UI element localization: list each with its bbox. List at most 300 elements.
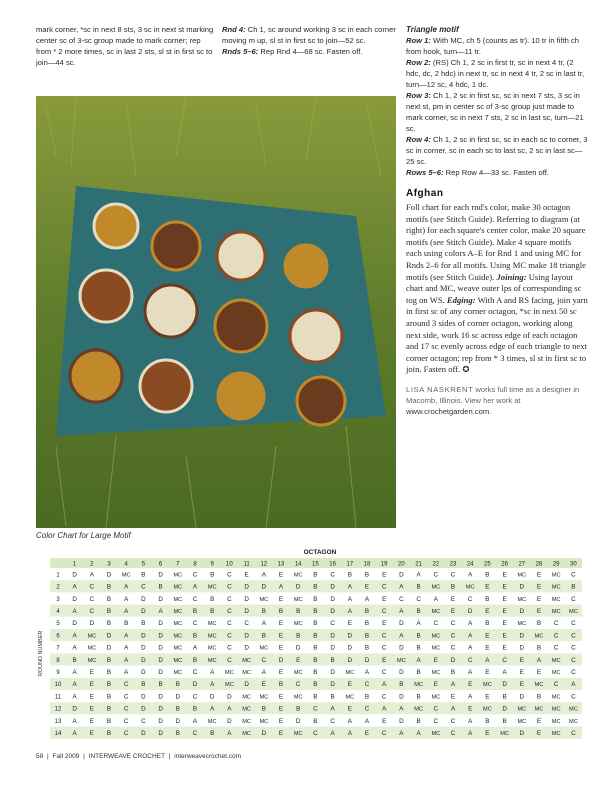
table-cell: D (330, 583, 335, 591)
table-cell: D (330, 644, 335, 652)
table-cell: D (192, 681, 198, 689)
table-cell: E (382, 571, 387, 579)
table-cell: MC (173, 657, 183, 664)
table-cell: B (416, 583, 421, 591)
table-cell: B (571, 583, 576, 591)
table-cell: D (399, 644, 404, 652)
table-cell: D (141, 730, 146, 737)
octagon-motif (152, 222, 200, 270)
table-cell: C (571, 644, 576, 652)
table-cell: D (141, 669, 146, 676)
table-cell: B (192, 632, 198, 640)
table-cell: E (536, 717, 542, 725)
table-cell: D (106, 571, 112, 579)
table-cell: A (192, 717, 198, 725)
table-cell: D (330, 608, 335, 615)
table-cell: MC (569, 706, 578, 713)
row-label: Row 2: (406, 58, 431, 67)
rnds56-label: Rnds 5–6: (222, 47, 259, 56)
table-cell: B (72, 656, 77, 664)
table-cell: C (381, 644, 387, 652)
column-header: 9 (210, 561, 214, 568)
author-website-link[interactable]: www.crochetgarden.com (406, 406, 490, 416)
table-cell: MC (293, 621, 303, 628)
table-cell: B (536, 693, 542, 701)
table-cell: MC (551, 572, 561, 579)
table-cell: A (347, 608, 352, 615)
column-header: 28 (535, 561, 543, 568)
table-cell: B (313, 669, 318, 676)
table-cell: C (192, 571, 198, 579)
table-cell: C (571, 656, 576, 664)
round-number: 8 (56, 657, 60, 664)
afghan-instructions (406, 202, 588, 376)
table-cell: E (485, 693, 490, 701)
table-cell: E (502, 571, 507, 579)
table-cell: C (141, 717, 146, 725)
table-cell: C (364, 705, 370, 713)
table-cell: MC (173, 584, 183, 591)
table-cell: MC (207, 657, 217, 664)
octagon-motif (215, 370, 267, 422)
column-header: 26 (501, 561, 508, 568)
table-cell: A (261, 620, 266, 628)
table-cell: MC (173, 633, 183, 640)
table-cell: D (209, 693, 215, 701)
table-cell: E (502, 583, 507, 591)
table-cell: B (313, 644, 318, 652)
table-cell: MC (259, 645, 269, 652)
table-cell: E (364, 583, 370, 591)
row-text: With MC, ch 5 (counts as tr). 10 tr in fifth ch from hook, turn—11 tr. (406, 36, 580, 56)
table-cell: A (158, 608, 163, 615)
table-cell: MC (551, 609, 561, 615)
table-cell: A (124, 608, 129, 615)
table-cell: D (399, 620, 404, 628)
footer-separator: | (83, 753, 85, 760)
table-cell: B (192, 656, 198, 664)
column-header: 20 (398, 561, 405, 568)
table-cell: D (519, 583, 525, 591)
table-cell: D (141, 693, 146, 701)
table-cell: MC (431, 670, 441, 676)
table-cell: A (192, 644, 198, 652)
triangle-row-2 (406, 57, 588, 90)
table-cell: A (450, 681, 456, 689)
table-cell: C (381, 583, 387, 591)
table-cell: A (433, 595, 438, 603)
table-cell: A (468, 571, 473, 579)
table-cell: C (450, 730, 456, 737)
magazine-url[interactable]: interweavecrochet.com (174, 753, 242, 760)
row-text: Rep Row 4—33 sc. Fasten off. (443, 168, 549, 177)
table-cell: D (519, 730, 525, 737)
column-3 (406, 24, 588, 417)
rnd4-label: Rnd 4: (222, 25, 246, 34)
row-label: Row 3: (406, 91, 431, 100)
table-cell: E (536, 583, 542, 591)
table-cell: E (450, 595, 456, 603)
afghan-photo (36, 96, 396, 528)
table-cell: D (141, 608, 146, 615)
table-cell: B (313, 620, 318, 628)
afghan-photo-illustration (36, 96, 396, 528)
table-cell: MC (87, 633, 97, 640)
table-cell: E (278, 632, 284, 640)
table-cell: A (416, 620, 421, 628)
row-label: Row 4: (406, 135, 431, 144)
table-cell: C (381, 669, 387, 676)
round-number: 5 (56, 621, 60, 628)
table-cell: C (123, 681, 129, 689)
table-cell: E (519, 681, 524, 689)
table-cell: C (553, 620, 559, 628)
table-cell: B (106, 705, 112, 713)
table-cell: B (106, 681, 112, 689)
table-cell: B (313, 583, 318, 591)
table-cell: B (450, 669, 456, 676)
table-cell: MC (431, 609, 441, 615)
table-cell: D (227, 717, 232, 725)
table-cell: MC (173, 621, 183, 628)
table-cell: B (485, 717, 490, 725)
table-cell: D (261, 583, 267, 591)
table-cell: B (210, 608, 215, 615)
round-number: 13 (54, 718, 62, 725)
table-cell: A (72, 693, 77, 701)
table-cell: E (382, 656, 387, 664)
table-cell: B (106, 730, 112, 737)
table-cell: MC (242, 694, 251, 701)
table-cell: MC (242, 706, 251, 713)
table-cell: C (89, 608, 95, 615)
column-2 (222, 24, 398, 57)
table-cell: A (450, 705, 456, 713)
round-number: 10 (54, 682, 62, 689)
table-cell: D (158, 693, 163, 701)
rnd4-text: Ch 1, sc around working 3 sc in each corner moving m up, sl st in first sc to join—52 sc. (222, 25, 396, 45)
table-cell: E (89, 681, 94, 689)
table-cell: A (382, 705, 387, 713)
column-header: 6 (158, 561, 163, 568)
edging-text: With A and RS facing, join yarn in first sc of any corner octagon, *sc in next 50 sc around 3 sides of corner octagon, working along next side, work 16 sc across edge of each octagon and 17 sc evenly across edge of each triangle to next corner octagon; rep from * 3 times, sl st in first sc to join. Fasten off. ✪ (406, 294, 588, 375)
table-cell: MC (534, 682, 544, 689)
table-cell: D (244, 632, 249, 640)
author-bio (406, 384, 588, 417)
table-cell: D (347, 632, 353, 640)
table-cell: C (433, 620, 439, 628)
table-cell: MC (551, 694, 561, 701)
table-cell: A (72, 583, 77, 591)
table-cell: D (158, 705, 163, 713)
table-cell: A (468, 669, 473, 676)
table-cell: MC (207, 645, 217, 652)
table-cell: C (330, 620, 335, 628)
table-cell: D (399, 571, 404, 579)
table-cell: MC (225, 682, 234, 689)
table-cell: C (123, 730, 129, 737)
table-cell: B (192, 705, 198, 713)
table-cell: MC (242, 718, 251, 725)
table-cell: MC (414, 682, 423, 689)
table-cell: C (192, 595, 198, 603)
table-cell: B (106, 608, 112, 615)
table-cell: MC (431, 633, 441, 640)
table-cell: MC (431, 645, 441, 652)
table-cell: MC (207, 621, 217, 628)
table-cell: B (313, 632, 318, 640)
table-cell: B (364, 644, 370, 652)
table-cell: C (450, 632, 456, 640)
table-cell: D (295, 717, 301, 725)
table-cell: B (347, 571, 352, 579)
table-cell: C (502, 656, 507, 664)
table-cell: E (347, 681, 352, 689)
table-cell: A (536, 656, 542, 664)
table-cell: A (468, 693, 473, 701)
table-cell: A (468, 632, 473, 640)
table-cell: E (536, 595, 542, 603)
row-axis-label: ROUND NUMBER (38, 630, 44, 677)
table-cell: A (399, 608, 404, 615)
table-cell: C (381, 693, 387, 701)
table-cell: B (192, 608, 198, 615)
table-cell: E (89, 717, 94, 725)
round-4-paragraph (222, 24, 398, 46)
table-cell: MC (259, 694, 269, 701)
table-cell: C (416, 595, 421, 603)
column-header: 8 (193, 561, 197, 568)
table-cell: D (330, 595, 335, 603)
octagon-motif (282, 242, 330, 290)
table-cell: MC (551, 657, 561, 664)
table-cell: D (175, 717, 181, 725)
table-cell: E (468, 681, 473, 689)
column-header: 1 (72, 561, 77, 568)
octagon-motif (94, 204, 138, 248)
table-cell: E (485, 669, 490, 676)
table-cell: C (553, 681, 559, 689)
row-label: Rows 5–6: (406, 168, 444, 177)
column-header: 21 (415, 561, 422, 568)
table-cell: B (106, 583, 112, 591)
table-cell: MC (551, 670, 561, 676)
table-cell: A (72, 681, 77, 689)
table-cell: MC (534, 706, 544, 713)
triangle-row-4 (406, 134, 588, 167)
table-cell: E (296, 656, 301, 664)
table-cell: C (295, 681, 301, 689)
table-cell: E (536, 669, 542, 676)
row-text: (RS) Ch 1, 2 sc in first tr, sc in next 4 tr, (2 hdc, dc, 2 hdc) in next tr, sc in next 4 tr, 2 sc in last tr, turn—12 sc, 4 hdc, 1 dc. (406, 58, 585, 89)
table-cell: A (210, 669, 215, 676)
table-cell: C (450, 620, 456, 628)
table-cell: MC (173, 596, 183, 603)
table-cell: D (158, 632, 163, 640)
table-cell: B (485, 571, 490, 579)
table-cell: C (330, 717, 335, 725)
table-cell: E (261, 681, 266, 689)
edging-label: Edging: (446, 294, 476, 305)
afghan-heading: Afghan (406, 188, 444, 199)
table-cell: E (519, 669, 524, 676)
octagon-motif (145, 285, 197, 337)
round-3-continuation: mark corner, *sc in next 8 sts, 3 sc in next st marking center sc of 3-sc group made to mark corner; rep from * 2 more times, sc in last 2 sts, sl st in first sc to join—44 sc. (36, 25, 214, 67)
table-cell: B (330, 656, 335, 664)
table-cell: B (313, 693, 318, 701)
row-label: Row 1: (406, 36, 431, 45)
table-cell: C (123, 717, 129, 725)
table-cell: E (278, 571, 284, 579)
joining-text: Using layout chart and MC, weave outer lps of corresponding sc tog on WS. (406, 271, 582, 305)
table-cell: C (553, 644, 559, 652)
table-cell: C (571, 693, 576, 701)
table-cell: E (278, 705, 284, 713)
color-chart-svg (36, 545, 584, 739)
table-cell: MC (551, 584, 561, 591)
table-cell: E (89, 730, 94, 737)
table-cell: C (381, 730, 387, 737)
table-cell: E (382, 620, 387, 628)
table-cell: D (158, 571, 163, 579)
table-cell: E (278, 620, 284, 628)
table-cell: A (364, 717, 370, 725)
round-number: 6 (56, 633, 60, 640)
table-cell: A (347, 595, 352, 603)
table-cell: E (536, 608, 542, 615)
table-cell: C (227, 644, 232, 652)
octagon-motif (290, 310, 342, 362)
table-cell: MC (483, 682, 492, 689)
table-cell: A (227, 705, 232, 713)
table-cell: A (124, 632, 129, 640)
column-header: 22 (432, 561, 440, 568)
table-cell: D (158, 620, 163, 628)
table-cell: MC (414, 706, 423, 713)
round-number: 9 (56, 670, 60, 676)
column-header: 11 (243, 561, 250, 568)
round-number: 4 (56, 609, 60, 615)
table-cell: C (330, 571, 335, 579)
author-end: . (489, 406, 492, 416)
table-cell: B (261, 705, 266, 713)
table-cell: C (571, 595, 576, 603)
table-cell: MC (551, 718, 561, 725)
table-cell: D (141, 644, 146, 652)
table-cell: A (261, 571, 266, 579)
table-cell: E (278, 644, 284, 652)
column-header: 13 (277, 561, 285, 568)
table-cell: MC (121, 572, 131, 579)
triangle-motif-title: Triangle motif (406, 25, 459, 34)
table-cell: E (278, 717, 284, 725)
table-cell: C (433, 717, 439, 725)
table-cell: B (175, 681, 180, 689)
table-cell: MC (173, 609, 183, 615)
column-header: 7 (176, 561, 180, 568)
table-cell: A (72, 717, 77, 725)
table-cell: C (192, 620, 198, 628)
table-cell: D (141, 595, 146, 603)
table-cell: MC (517, 718, 527, 725)
table-cell: A (278, 583, 284, 591)
round-number: 12 (54, 706, 62, 713)
table-cell: A (468, 620, 473, 628)
chart-heading: OCTAGON (303, 549, 337, 556)
table-cell: C (244, 620, 249, 628)
table-cell: D (158, 669, 163, 676)
table-cell: A (468, 717, 473, 725)
table-cell: C (450, 644, 456, 652)
table-cell: E (485, 632, 490, 640)
table-cell: C (123, 705, 129, 713)
table-cell: MC (517, 621, 527, 628)
joining-label: Joining: (496, 271, 527, 282)
triangle-row-3 (406, 90, 588, 134)
table-cell: C (192, 730, 198, 737)
table-cell: B (485, 595, 490, 603)
author-name: LISA NASKRENT (406, 384, 474, 394)
table-cell: B (416, 632, 421, 640)
table-cell: C (227, 608, 232, 615)
table-cell: D (244, 595, 249, 603)
table-cell: E (450, 693, 456, 701)
table-cell: C (571, 632, 576, 640)
octagon-motif (140, 360, 192, 412)
table-cell: B (106, 656, 112, 664)
table-cell: E (519, 656, 524, 664)
table-cell: E (450, 608, 456, 615)
column-header: 29 (552, 561, 560, 568)
table-cell: C (89, 595, 95, 603)
table-cell: D (450, 656, 456, 664)
table-cell: D (141, 705, 146, 713)
table-cell: D (295, 644, 301, 652)
table-cell: B (364, 632, 370, 640)
rounds-5-6-paragraph (222, 46, 398, 57)
table-cell: A (261, 669, 266, 676)
triangle-row-1 (406, 35, 588, 57)
table-cell: A (382, 681, 387, 689)
table-cell: MC (173, 645, 183, 652)
table-cell: C (467, 595, 473, 603)
table-cell: D (106, 632, 112, 640)
table-cell: C (227, 583, 232, 591)
table-cell: B (141, 571, 146, 579)
table-cell: D (364, 656, 370, 664)
table-cell: D (519, 644, 525, 652)
table-cell: E (536, 571, 542, 579)
table-cell: D (399, 717, 404, 725)
page-footer (36, 753, 241, 760)
table-cell: A (468, 730, 473, 737)
table-cell: A (124, 644, 129, 652)
table-cell: MC (293, 731, 303, 737)
table-cell: MC (551, 596, 561, 603)
table-cell: A (192, 583, 198, 591)
table-cell: D (89, 620, 95, 628)
table-cell: B (313, 717, 318, 725)
table-cell: MC (517, 572, 527, 579)
table-cell: B (416, 608, 421, 615)
table-cell: E (433, 656, 438, 664)
table-cell: C (571, 669, 576, 676)
table-cell: E (485, 644, 490, 652)
table-cell: E (468, 705, 473, 713)
table-cell: MC (173, 670, 183, 676)
octagon-motif (217, 232, 265, 280)
table-cell: MC (431, 694, 441, 701)
